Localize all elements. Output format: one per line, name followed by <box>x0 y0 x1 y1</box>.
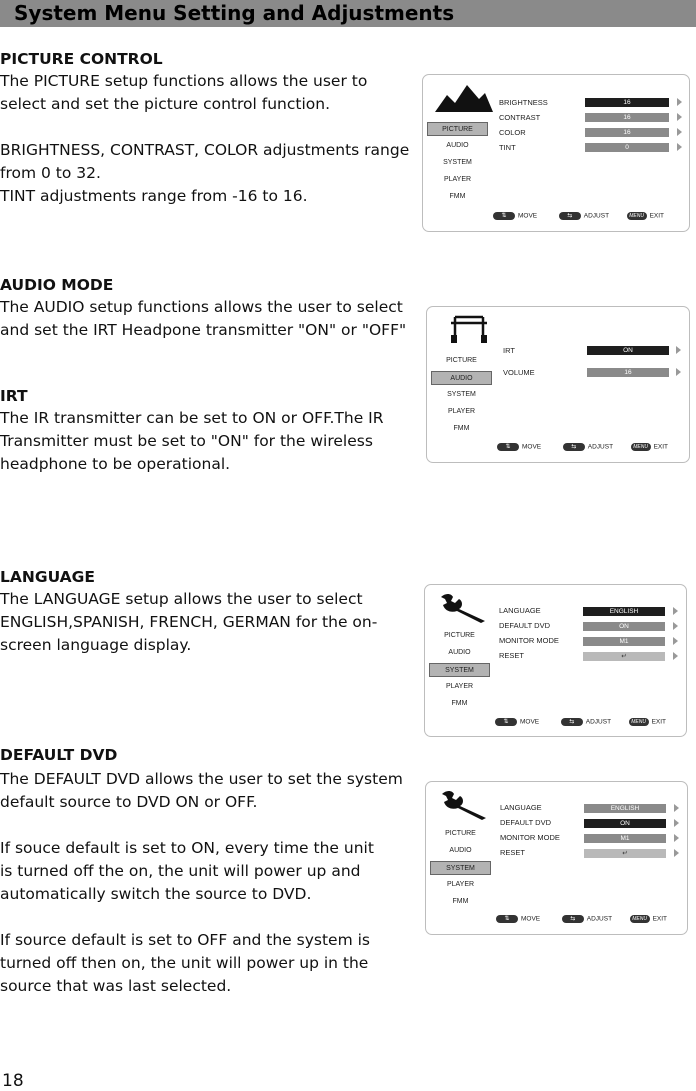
osd-row-label: IRT <box>503 346 515 355</box>
right-arrow-icon[interactable] <box>677 128 682 136</box>
osd-value-bar[interactable]: 0 <box>585 143 669 152</box>
exit-label: EXIT <box>649 212 665 220</box>
osd-row-label: RESET <box>500 848 526 857</box>
osd-menu-audio[interactable]: AUDIO <box>431 371 492 385</box>
osd-row-label: MONITOR MODE <box>499 636 559 645</box>
osd-row-label: CONTRAST <box>499 113 541 122</box>
osd-footer <box>496 915 667 923</box>
osd-value-bar[interactable]: 16 <box>585 128 669 137</box>
adjust-label: ADJUST <box>585 718 611 726</box>
osd-row-label: COLOR <box>499 128 526 137</box>
move-label: MOVE <box>521 915 541 923</box>
osd-row-label: RESET <box>499 651 525 660</box>
osd-menu-system[interactable]: SYSTEM <box>447 391 476 398</box>
audio-text-line: The AUDIO setup functions allows the user to select <box>0 298 403 316</box>
headphone-icon <box>437 313 499 345</box>
osd-menu-player[interactable]: PLAYER <box>445 683 474 690</box>
irt-text-line: headphone to be operational. <box>0 455 231 473</box>
default-dvd-text-line: automatically switch the source to DVD. <box>0 885 312 903</box>
right-arrow-icon[interactable] <box>674 819 679 827</box>
move-label: MOVE <box>520 718 540 726</box>
osd-system-screen-2 <box>425 781 688 935</box>
osd-value-bar[interactable]: 16 <box>587 368 669 377</box>
left-right-arrows-icon: ⇆ <box>561 718 583 726</box>
osd-menu-audio[interactable]: AUDIO <box>448 649 471 656</box>
language-heading: LANGUAGE <box>0 568 95 586</box>
left-right-arrows-icon: ⇆ <box>559 212 581 220</box>
default-dvd-text-line: default source to DVD ON or OFF. <box>0 793 258 811</box>
osd-footer <box>497 443 668 451</box>
up-down-arrows-icon: ⇅ <box>495 718 517 726</box>
right-arrow-icon[interactable] <box>673 622 678 630</box>
osd-value-bar[interactable]: ON <box>587 346 669 355</box>
picture-text-line: from 0 to 32. <box>0 164 101 182</box>
page-number: 18 <box>2 1071 24 1091</box>
move-label: MOVE <box>522 443 542 451</box>
page-header <box>0 0 696 27</box>
osd-system-screen <box>424 584 687 737</box>
osd-menu-player[interactable]: PLAYER <box>447 408 476 415</box>
osd-value-bar[interactable]: ON <box>583 622 665 631</box>
default-dvd-text-line: turned off then on, the unit will power up in the <box>0 954 369 972</box>
osd-row-label: TINT <box>499 143 516 152</box>
mountain-icon <box>433 81 495 113</box>
osd-menu-player[interactable]: PLAYER <box>446 881 475 888</box>
osd-footer <box>495 718 666 726</box>
osd-menu-picture[interactable]: PICTURE <box>427 122 488 136</box>
default-dvd-text-line: The DEFAULT DVD allows the user to set the system <box>0 770 403 788</box>
left-right-arrows-icon: ⇆ <box>562 915 584 923</box>
default-dvd-heading: DEFAULT DVD <box>0 746 118 764</box>
picture-text-line: BRIGHTNESS, CONTRAST, COLOR adjustments range <box>0 141 410 159</box>
osd-value-bar[interactable]: ON <box>584 819 666 828</box>
osd-menu-fmm[interactable]: FMM <box>449 193 466 200</box>
osd-menu-system[interactable]: SYSTEM <box>429 663 490 677</box>
move-label: MOVE <box>518 212 538 220</box>
osd-menu-picture[interactable]: PICTURE <box>444 632 475 639</box>
osd-menu-fmm[interactable]: FMM <box>453 425 470 432</box>
language-text-line: ENGLISH,SPANISH, FRENCH, GERMAN for the on- <box>0 613 378 631</box>
osd-menu-system[interactable]: SYSTEM <box>430 861 491 875</box>
right-arrow-icon[interactable] <box>677 98 682 106</box>
osd-menu-picture[interactable]: PICTURE <box>445 830 476 837</box>
up-down-arrows-icon: ⇅ <box>497 443 519 451</box>
right-arrow-icon[interactable] <box>677 113 682 121</box>
osd-menu-audio[interactable]: AUDIO <box>449 847 472 854</box>
right-arrow-icon[interactable] <box>677 143 682 151</box>
osd-menu-audio[interactable]: AUDIO <box>446 142 469 149</box>
picture-text-line: TINT adjustments range from -16 to 16. <box>0 187 308 205</box>
osd-value-bar[interactable]: ENGLISH <box>583 607 665 616</box>
enter-key-icon[interactable]: ↵ <box>584 849 666 858</box>
osd-value-bar[interactable]: ENGLISH <box>584 804 666 813</box>
right-arrow-icon[interactable] <box>676 346 681 354</box>
osd-picture-screen <box>422 74 690 232</box>
menu-key-icon: MENU <box>629 718 649 726</box>
osd-value-bar[interactable]: M1 <box>584 834 666 843</box>
osd-menu-fmm[interactable]: FMM <box>451 700 468 707</box>
osd-menu-player[interactable]: PLAYER <box>443 176 472 183</box>
exit-label: EXIT <box>651 718 667 726</box>
osd-row-label: MONITOR MODE <box>500 833 560 842</box>
irt-text-line: The IR transmitter can be set to ON or OFF.The IR <box>0 409 384 427</box>
osd-row-label: LANGUAGE <box>500 803 542 812</box>
osd-footer <box>493 212 664 220</box>
osd-row-label: LANGUAGE <box>499 606 541 615</box>
up-down-arrows-icon: ⇅ <box>493 212 515 220</box>
page-title: System Menu Setting and Adjustments <box>14 1 455 25</box>
right-arrow-icon[interactable] <box>673 607 678 615</box>
osd-value-bar[interactable]: 16 <box>585 113 669 122</box>
menu-key-icon: MENU <box>631 443 651 451</box>
default-dvd-text-line: is turned off the on, the unit will power up and <box>0 862 361 880</box>
enter-key-icon[interactable]: ↵ <box>583 652 665 661</box>
left-right-arrows-icon: ⇆ <box>563 443 585 451</box>
language-text-line: The LANGUAGE setup allows the user to select <box>0 590 363 608</box>
irt-text-line: Transmitter must be set to "ON" for the wireless <box>0 432 373 450</box>
picture-text-line: The PICTURE setup functions allows the user to <box>0 72 368 90</box>
osd-value-bar[interactable]: 16 <box>585 98 669 107</box>
right-arrow-icon[interactable] <box>676 368 681 376</box>
osd-row-label: VOLUME <box>503 368 535 377</box>
exit-label: EXIT <box>652 915 668 923</box>
osd-menu-system[interactable]: SYSTEM <box>443 159 472 166</box>
osd-value-bar[interactable]: M1 <box>583 637 665 646</box>
right-arrow-icon[interactable] <box>674 834 679 842</box>
wrench-icon <box>436 788 498 820</box>
picture-text-line: select and set the picture control function. <box>0 95 331 113</box>
right-arrow-icon[interactable] <box>673 652 678 660</box>
adjust-label: ADJUST <box>587 443 613 451</box>
right-arrow-icon[interactable] <box>673 637 678 645</box>
osd-audio-screen <box>426 306 690 463</box>
osd-menu-picture[interactable]: PICTURE <box>446 357 477 364</box>
default-dvd-text-line: source that was last selected. <box>0 977 232 995</box>
audio-mode-heading: AUDIO MODE <box>0 276 114 294</box>
language-text-line: screen language display. <box>0 636 192 654</box>
menu-key-icon: MENU <box>627 212 647 220</box>
wrench-icon <box>435 591 497 623</box>
osd-row-label: DEFAULT DVD <box>500 818 551 827</box>
picture-control-heading: PICTURE CONTROL <box>0 50 163 68</box>
menu-key-icon: MENU <box>630 915 650 923</box>
adjust-label: ADJUST <box>583 212 609 220</box>
default-dvd-text-line: If source default is set to OFF and the system is <box>0 931 370 949</box>
default-dvd-text-line: If souce default is set to ON, every time the unit <box>0 839 374 857</box>
exit-label: EXIT <box>653 443 669 451</box>
irt-heading: IRT <box>0 387 28 405</box>
osd-menu-fmm[interactable]: FMM <box>452 898 469 905</box>
osd-row-label: BRIGHTNESS <box>499 98 548 107</box>
up-down-arrows-icon: ⇅ <box>496 915 518 923</box>
osd-row-label: DEFAULT DVD <box>499 621 550 630</box>
right-arrow-icon[interactable] <box>674 804 679 812</box>
right-arrow-icon[interactable] <box>674 849 679 857</box>
adjust-label: ADJUST <box>586 915 612 923</box>
audio-text-line: and set the IRT Headpone transmitter "ON" or "OFF" <box>0 321 407 339</box>
